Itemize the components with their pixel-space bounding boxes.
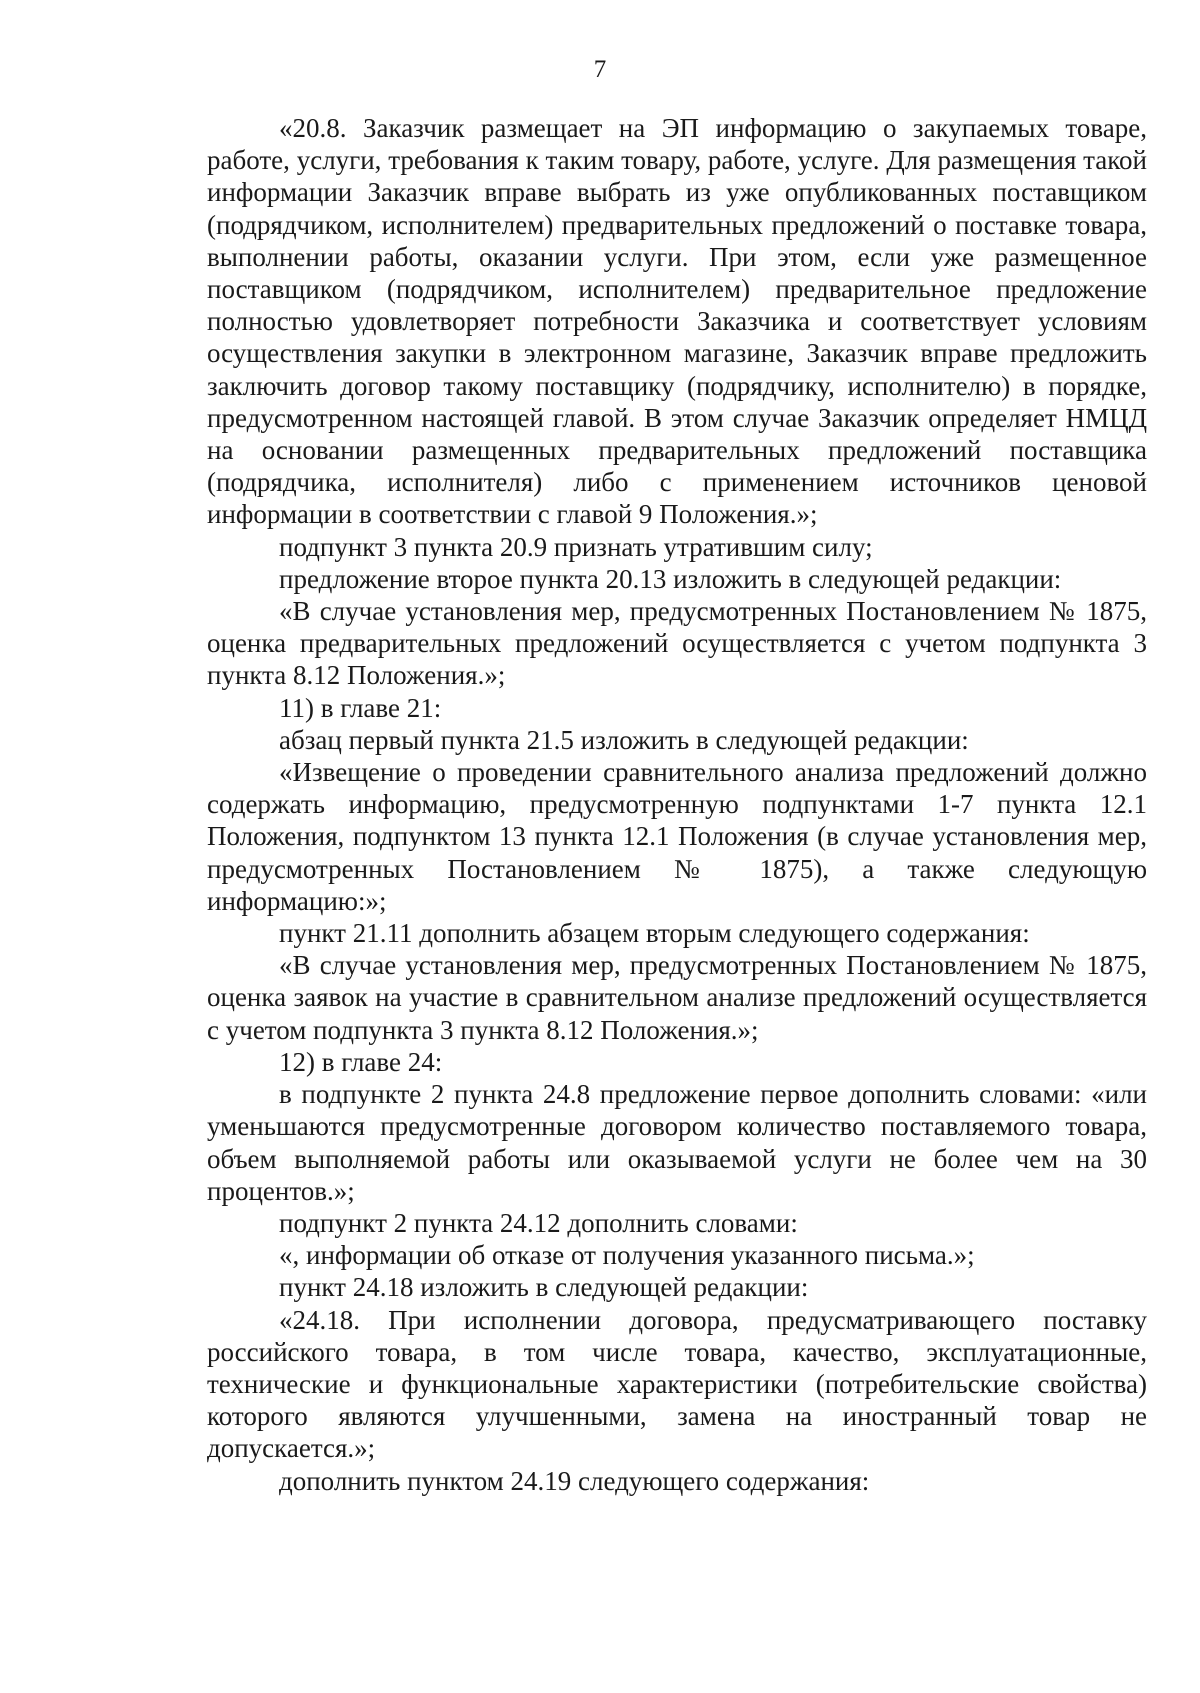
paragraph-20-9: подпункт 3 пункта 20.9 признать утратившим силу; xyxy=(279,531,873,562)
paragraph-chapter-24: 12) в главе 24: xyxy=(279,1046,443,1077)
paragraph-21-5-intro: абзац первый пункта 21.5 изложить в следующей редакции: xyxy=(279,724,969,755)
paragraph-24-12-intro: подпункт 2 пункта 24.12 дополнить словами: xyxy=(279,1207,798,1238)
document-body xyxy=(207,112,1147,1497)
paragraph-24-18-text: «24.18. При исполнении договора, предусматривающего поставку российского товара, в том числе товара, качество, эксплуатационные, технические и функциональные характеристики (потребительские свойства) которого являются улучшенными, замена на иностранный товар не допускается.»; xyxy=(207,1304,1147,1464)
paragraph-21-5-text: «Извещение о проведении сравнительного анализа предложений должно содержать информацию, предусмотренную подпунктами 1-7 пункта 12.1 Положения, подпунктом 13 пункта 12.1 Положения (в случае установления мер, предусмотренных Постановлением № 1875), а также следующую информацию:»; xyxy=(207,757,1147,916)
paragraph-24-12-text: «, информации об отказе от получения указанного письма.»; xyxy=(279,1240,975,1271)
paragraph-24-19-intro: дополнить пунктом 24.19 следующего содержания: xyxy=(279,1465,870,1496)
paragraph-24-18-intro: пункт 24.18 изложить в следующей редакции: xyxy=(279,1272,809,1303)
paragraph-chapter-21: 11) в главе 21: xyxy=(279,692,442,723)
paragraph-20-13-intro: предложение второе пункта 20.13 изложить в следующей редакции: xyxy=(279,563,1062,594)
paragraph-21-11-text: «В случае установления мер, предусмотренных Постановлением № 1875, оценка заявок на участие в сравнительном анализе предложений осуществляется с учетом подпункта 3 пункта 8.12 Положения.»; xyxy=(207,950,1147,1045)
page-number: 7 xyxy=(593,56,607,83)
paragraph-20-13-text: «В случае установления мер, предусмотренных Постановлением № 1875, оценка предварительных предложений осуществляется с учетом подпункта 3 пункта 8.12 Положения.»; xyxy=(207,596,1147,691)
paragraph-21-11-intro: пункт 21.11 дополнить абзацем вторым следующего содержания: xyxy=(279,918,1030,949)
paragraph-20-8: «20.8. Заказчик размещает на ЭП информацию о закупаемых товаре, работе, услуги, требования к таким товару, работе, услуге. Для размещения такой информации Заказчик вправе выбрать из уже опубликованных поставщиком (подрядчиком, исполнителем) предварительных предложений о поставке товара, выполнении работы, оказании услуги. При этом, если уже размещенное поставщиком (подрядчиком, исполнителем) предварительное предложение полностью удовлетворяет потребности Заказчика и соответствует условиям осуществления закупки в электронном магазине, Заказчик вправе предложить заключить договор такому поставщику (подрядчику, исполнителю) в порядке, предусмотренном настоящей главой. В этом случае Заказчик определяет НМЦД на основании размещенных предварительных предложений поставщика (подрядчика, исполнителя) либо с применением источников ценовой информации в соответствии с главой 9 Положения.»; xyxy=(207,113,1147,530)
paragraph-24-8: в подпункте 2 пункта 24.8 предложение первое дополнить словами: «или уменьшаются предусмотренные договором количество поставляемого товара, объем выполняемой работы или оказываемой услуги не более чем на 30 процентов.»; xyxy=(207,1079,1147,1206)
